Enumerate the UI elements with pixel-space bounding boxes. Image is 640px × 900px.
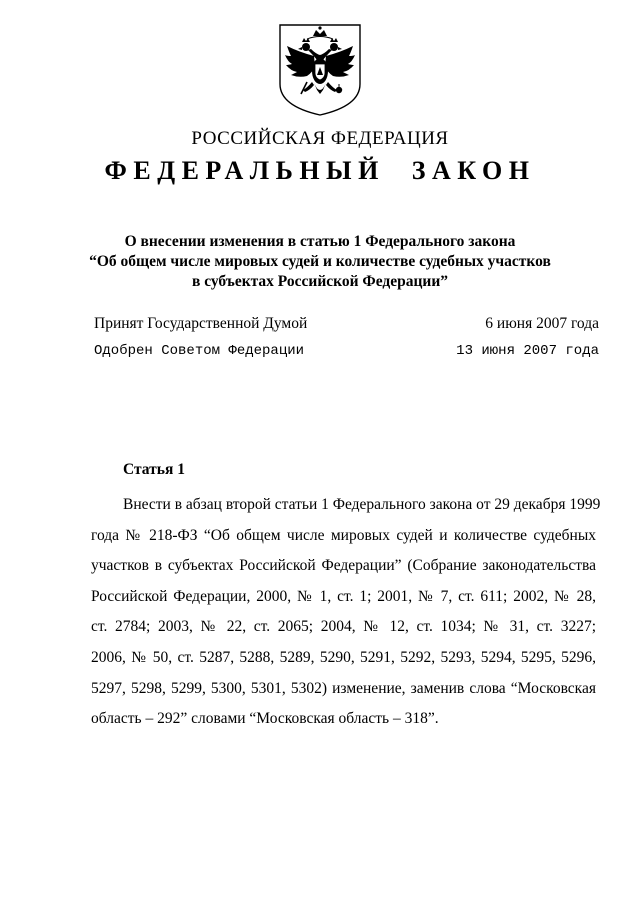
article-line: участков в субъектах Российской Федерации” (Собрание законодательства <box>91 557 596 575</box>
duma-adoption-date: 6 июня 2007 года <box>485 315 599 332</box>
article-line: 2006, № 50, ст. 5287, 5288, 5289, 5290, 5291, 5292, 5293, 5294, 5295, 5296, <box>91 648 596 666</box>
article-body <box>91 495 601 740</box>
law-title-line: О внесении изменения в статью 1 Федерального закона <box>124 233 516 250</box>
council-approval-date: 13 июня 2007 года <box>456 343 599 359</box>
article-line: Российской Федерации, 2000, № 1, ст. 1; 2001, № 7, ст. 611; 2002, № 28, <box>91 587 596 605</box>
russian-coat-of-arms-icon <box>277 22 363 118</box>
duma-adoption-label: Принят Государственной Думой <box>94 315 308 332</box>
country-name: РОССИЙСКАЯ ФЕДЕРАЦИЯ <box>191 128 449 149</box>
law-title-line: в субъектах Российской Федерации” <box>191 273 449 290</box>
article-line: 5297, 5298, 5299, 5300, 5301, 5302) изменение, заменив слова “Московская <box>91 679 596 697</box>
article-line: года № 218-ФЗ “Об общем числе мировых судей и количестве судебных <box>91 526 596 544</box>
law-title-line: “Об общем числе мировых судей и количестве судебных участков <box>89 253 551 270</box>
coat-of-arms-emblem <box>277 22 363 118</box>
article-line: область – 292” словами “Московская область – 318”. <box>91 710 439 728</box>
article-line: Внести в абзац второй статьи 1 Федерального закона от 29 декабря 1999 <box>123 496 601 513</box>
law-title <box>60 232 580 292</box>
council-approval-label: Одобрен Советом Федерации <box>94 343 305 359</box>
document-type-heading: ФЕДЕРАЛЬНЫЙ ЗАКОН <box>104 156 536 185</box>
article-heading: Статья 1 <box>123 461 185 478</box>
article-line: ст. 2784; 2003, № 22, ст. 2065; 2004, № 12, ст. 1034; № 31, ст. 3227; <box>91 618 596 636</box>
